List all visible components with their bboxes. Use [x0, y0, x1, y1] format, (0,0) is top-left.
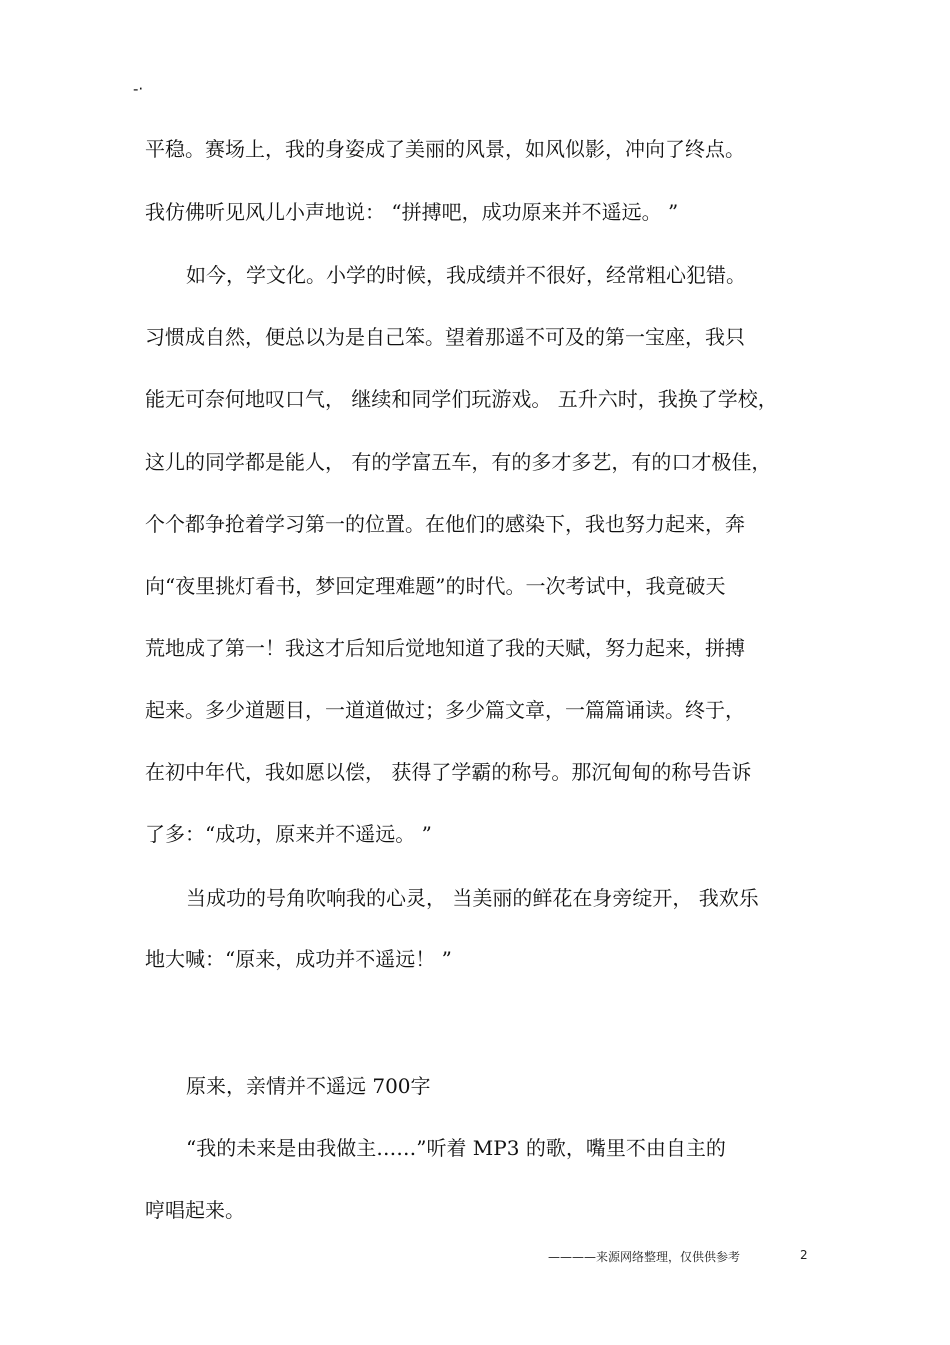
text-line: 这儿的同学都是能人， 有的学富五车，有的多才多艺，有的口才极佳， [145, 450, 772, 474]
text-line: 我仿佛听见风儿小声地说： “拼搏吧，成功原来并不遥远。 ” [145, 200, 679, 224]
text-line: 荒地成了第一！我这才后知后觉地知道了我的天赋，努力起来，拼搏 [145, 636, 745, 660]
header-mark: -· [133, 80, 144, 98]
text-line: 个个都争抢着学习第一的位置。在他们的感染下，我也努力起来，奔 [145, 512, 745, 536]
text-line: 在初中年代，我如愿以偿， 获得了学霸的称号。那沉甸甸的称号告诉 [145, 760, 752, 784]
text-line: 习惯成自然，便总以为是自己笨。望着那遥不可及的第一宝座，我只 [145, 325, 745, 349]
page-footer [548, 1248, 848, 1265]
text-line: 地大喊：“原来，成功并不遥远！ ” [145, 947, 452, 971]
text-line: 了多：“成功，原来并不遥远。 ” [145, 822, 432, 846]
text-line: 当成功的号角吹响我的心灵， 当美丽的鲜花在身旁绽开， 我欢乐 [186, 886, 759, 910]
text-line: 哼唱起来。 [145, 1198, 245, 1222]
text-line: 起来。多少道题目，一道道做过；多少篇文章，一篇篇诵读。终于， [145, 698, 745, 722]
text-line: 平稳。赛场上，我的身姿成了美丽的风景，如风似影，冲向了终点。 [145, 137, 745, 161]
footer-text: ————来源网络整理，仅供供参考 [548, 1250, 741, 1264]
text-line: “我的未来是由我做主……”听着 MP3 的歌，嘴里不由自主的 [186, 1136, 726, 1160]
text-line: 能无可奈何地叹口气， 继续和同学们玩游戏。 五升六时，我换了学校， [145, 387, 778, 411]
page-number: 2 [800, 1248, 808, 1262]
text-line: 向“夜里挑灯看书，梦回定理难题”的时代。一次考试中，我竟破天 [145, 574, 726, 598]
text-line: 如今，学文化。小学的时候，我成绩并不很好，经常粗心犯错。 [186, 263, 746, 287]
section-title: 原来，亲情并不遥远 700字 [186, 1074, 431, 1098]
